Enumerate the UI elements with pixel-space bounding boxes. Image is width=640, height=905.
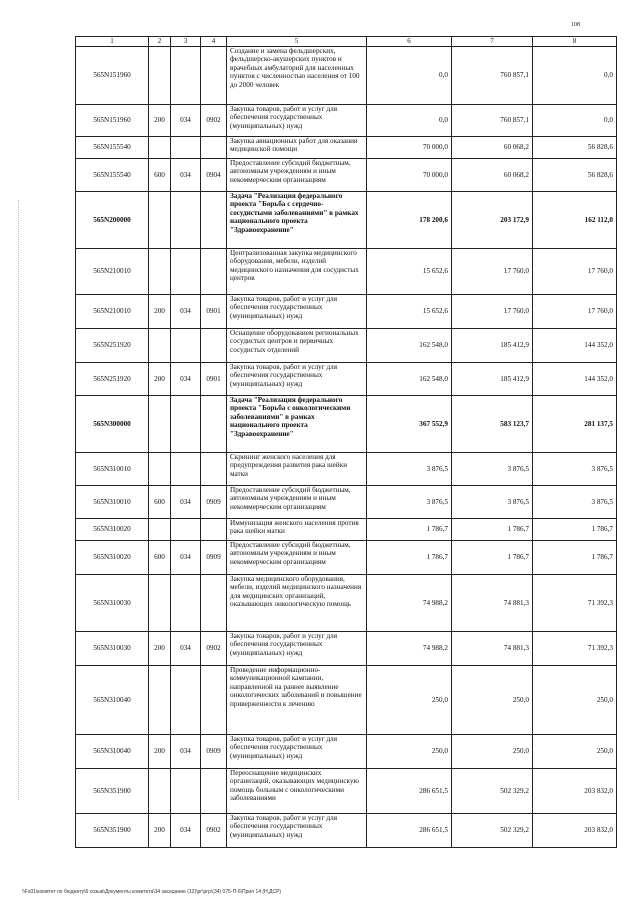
cell-ministry-code [171, 396, 201, 453]
cell-ministry-code: 034 [171, 159, 201, 192]
cell-amount-col7: 60 068,2 [452, 137, 533, 159]
cell-description: Централизованная закупка медицинского оборудования, мебели, изделий медицинского назначения для сосудистых центров [227, 249, 367, 295]
cell-amount-col7: 74 881,3 [452, 575, 533, 632]
table-row [76, 486, 617, 519]
cell-amount-col8: 17 760,0 [533, 249, 617, 295]
cell-budget-code: 565N310020 [76, 519, 149, 541]
header-col-5: 5 [227, 37, 367, 47]
cell-budget-code: 565N151960 [76, 47, 149, 105]
cell-expense-type: 200 [149, 105, 171, 137]
cell-amount-col7: 17 760,0 [452, 249, 533, 295]
cell-amount-col8: 0,0 [533, 105, 617, 137]
cell-budget-code: 565N310040 [76, 666, 149, 735]
cell-expense-type [149, 396, 171, 453]
cell-amount-col7: 1 786,7 [452, 541, 533, 575]
binding-margin-line [18, 200, 19, 800]
header-col-2: 2 [149, 37, 171, 47]
cell-amount-col7: 203 172,9 [452, 192, 533, 249]
header-col-8: 8 [533, 37, 617, 47]
table-row [76, 632, 617, 666]
cell-amount-col6: 15 652,6 [367, 295, 452, 329]
cell-expense-type: 200 [149, 295, 171, 329]
cell-description: Иммунизация женского населения против рака шейки матки [227, 519, 367, 541]
cell-amount-col8: 1 786,7 [533, 519, 617, 541]
cell-section-code: 0901 [201, 363, 227, 396]
cell-description: Закупка товаров, работ и услуг для обеспечения государственных (муниципальных) нужд [227, 735, 367, 769]
cell-budget-code: 565N310020 [76, 541, 149, 575]
cell-budget-code: 565N251920 [76, 329, 149, 363]
cell-ministry-code: 034 [171, 105, 201, 137]
cell-ministry-code [171, 137, 201, 159]
cell-budget-code: 565N200000 [76, 192, 149, 249]
cell-ministry-code: 034 [171, 632, 201, 666]
cell-amount-col6: 70 000,0 [367, 159, 452, 192]
cell-amount-col6: 250,0 [367, 666, 452, 735]
cell-expense-type: 600 [149, 541, 171, 575]
cell-section-code [201, 769, 227, 814]
cell-budget-code: 565N251920 [76, 363, 149, 396]
cell-expense-type [149, 769, 171, 814]
cell-expense-type: 200 [149, 363, 171, 396]
cell-amount-col8: 0,0 [533, 47, 617, 105]
cell-description: Создание и замена фельдшерских, фельдшерско-акушерских пунктов и врачебных амбулаторий для населенных пунктов с численностью населения от 100 до 2000 человек [227, 47, 367, 105]
cell-ministry-code [171, 249, 201, 295]
cell-budget-code: 565N210010 [76, 249, 149, 295]
cell-amount-col6: 15 652,6 [367, 249, 452, 295]
cell-expense-type: 200 [149, 735, 171, 769]
cell-amount-col7: 3 876,5 [452, 453, 533, 486]
cell-description: Переоснащение медицинских организаций, оказывающих медицинскую помощь больным с онкологическими заболеваниями [227, 769, 367, 814]
table-row [76, 137, 617, 159]
cell-section-code: 0902 [201, 632, 227, 666]
cell-amount-col6: 250,0 [367, 735, 452, 769]
cell-budget-code: 565N210010 [76, 295, 149, 329]
cell-amount-col6: 1 786,7 [367, 519, 452, 541]
cell-section-code: 0902 [201, 105, 227, 137]
cell-amount-col8: 162 112,0 [533, 192, 617, 249]
table-row [76, 769, 617, 814]
cell-section-code: 0904 [201, 159, 227, 192]
table-row [76, 575, 617, 632]
cell-section-code [201, 47, 227, 105]
table-row [76, 666, 617, 735]
cell-amount-col8: 144 352,0 [533, 329, 617, 363]
cell-budget-code: 565N155540 [76, 159, 149, 192]
cell-amount-col8: 203 832,0 [533, 814, 617, 848]
cell-expense-type [149, 453, 171, 486]
cell-expense-type: 200 [149, 814, 171, 848]
cell-description: Закупка товаров, работ и услуг для обеспечения государственных (муниципальных) нужд [227, 295, 367, 329]
header-col-6: 6 [367, 37, 452, 47]
budget-table [75, 36, 617, 848]
cell-description: Проведение информационно-коммуникационной кампании, направленной на раннее выявление онкологических заболеваний и повышение приверженности к лечению [227, 666, 367, 735]
table-row [76, 541, 617, 575]
cell-amount-col8: 71 392,3 [533, 575, 617, 632]
cell-expense-type [149, 519, 171, 541]
cell-budget-code: 565N351900 [76, 769, 149, 814]
cell-ministry-code: 034 [171, 486, 201, 519]
cell-section-code: 0909 [201, 541, 227, 575]
cell-budget-code: 565N310010 [76, 453, 149, 486]
cell-ministry-code: 034 [171, 814, 201, 848]
cell-amount-col7: 502 329,2 [452, 814, 533, 848]
cell-amount-col6: 162 548,0 [367, 329, 452, 363]
cell-ministry-code [171, 769, 201, 814]
page-number: 108 [571, 22, 580, 28]
cell-section-code [201, 666, 227, 735]
cell-ministry-code [171, 192, 201, 249]
table-row [76, 329, 617, 363]
header-col-7: 7 [452, 37, 533, 47]
table-row [76, 453, 617, 486]
table-row [76, 295, 617, 329]
cell-budget-code: 565N151960 [76, 105, 149, 137]
cell-amount-col8: 1 786,7 [533, 541, 617, 575]
cell-ministry-code [171, 666, 201, 735]
cell-description: Предоставление субсидий бюджетным, автономным учреждениям и иным некоммерческим организациям [227, 159, 367, 192]
table-body [76, 47, 617, 848]
cell-amount-col6: 3 876,5 [367, 453, 452, 486]
cell-expense-type: 600 [149, 486, 171, 519]
cell-amount-col6: 74 988,2 [367, 575, 452, 632]
cell-amount-col8: 144 352,0 [533, 363, 617, 396]
header-col-3: 3 [171, 37, 201, 47]
cell-amount-col8: 203 832,0 [533, 769, 617, 814]
cell-budget-code: 565N310030 [76, 575, 149, 632]
header-col-1: 1 [76, 37, 149, 47]
cell-amount-col8: 56 828,6 [533, 137, 617, 159]
cell-section-code [201, 575, 227, 632]
table-row [76, 159, 617, 192]
cell-expense-type: 200 [149, 632, 171, 666]
cell-budget-code: 565N155540 [76, 137, 149, 159]
table-row [76, 47, 617, 105]
table-row [76, 519, 617, 541]
cell-section-code [201, 329, 227, 363]
cell-amount-col6: 1 786,7 [367, 541, 452, 575]
cell-ministry-code [171, 453, 201, 486]
cell-amount-col6: 162 548,0 [367, 363, 452, 396]
cell-description: Закупка товаров, работ и услуг для обеспечения государственных (муниципальных) нужд [227, 363, 367, 396]
cell-amount-col6: 367 552,9 [367, 396, 452, 453]
cell-expense-type [149, 47, 171, 105]
cell-ministry-code [171, 47, 201, 105]
cell-section-code: 0909 [201, 486, 227, 519]
cell-ministry-code [171, 575, 201, 632]
cell-section-code: 0901 [201, 295, 227, 329]
cell-expense-type [149, 575, 171, 632]
cell-section-code [201, 453, 227, 486]
table-row [76, 249, 617, 295]
cell-ministry-code [171, 519, 201, 541]
cell-expense-type: 600 [149, 159, 171, 192]
cell-amount-col7: 185 412,9 [452, 329, 533, 363]
cell-section-code [201, 192, 227, 249]
cell-amount-col6: 70 000,0 [367, 137, 452, 159]
cell-amount-col6: 286 651,5 [367, 769, 452, 814]
cell-ministry-code: 034 [171, 735, 201, 769]
cell-section-code [201, 137, 227, 159]
cell-amount-col8: 281 137,5 [533, 396, 617, 453]
cell-ministry-code: 034 [171, 363, 201, 396]
cell-ministry-code: 034 [171, 541, 201, 575]
cell-section-code [201, 519, 227, 541]
cell-description: Предоставление субсидий бюджетным, автономным учреждениям и иным некоммерческим организациям [227, 541, 367, 575]
cell-budget-code: 565N310010 [76, 486, 149, 519]
cell-ministry-code [171, 329, 201, 363]
cell-ministry-code: 034 [171, 295, 201, 329]
cell-amount-col8: 3 876,5 [533, 453, 617, 486]
cell-section-code: 0909 [201, 735, 227, 769]
cell-section-code: 0902 [201, 814, 227, 848]
cell-amount-col8: 3 876,5 [533, 486, 617, 519]
cell-budget-code: 565N310040 [76, 735, 149, 769]
cell-amount-col6: 286 651,5 [367, 814, 452, 848]
cell-expense-type [149, 137, 171, 159]
table-header-row [76, 37, 617, 47]
cell-description: Задача "Реализация федерального проекта "Борьба с сердечно-сосудистыми заболеваниями" в рамках национального проекта "Здравоохранение" [227, 192, 367, 249]
cell-amount-col8: 250,0 [533, 666, 617, 735]
cell-description: Предоставление субсидий бюджетным, автономным учреждениям и иным некоммерческим организациям [227, 486, 367, 519]
table-row [76, 105, 617, 137]
cell-description: Закупка товаров, работ и услуг для обеспечения государственных (муниципальных) нужд [227, 105, 367, 137]
cell-expense-type [149, 249, 171, 295]
cell-amount-col7: 17 760,0 [452, 295, 533, 329]
cell-amount-col8: 71 392,3 [533, 632, 617, 666]
cell-expense-type [149, 329, 171, 363]
cell-amount-col8: 250,0 [533, 735, 617, 769]
cell-amount-col8: 17 760,0 [533, 295, 617, 329]
header-col-4: 4 [201, 37, 227, 47]
cell-amount-col7: 3 876,5 [452, 486, 533, 519]
cell-amount-col7: 502 329,2 [452, 769, 533, 814]
cell-amount-col7: 250,0 [452, 735, 533, 769]
cell-description: Закупка авиационных работ для оказания медицинской помощи [227, 137, 367, 159]
cell-description: Оснащение оборудованием региональных сосудистых центров и первичных сосудистых отделений [227, 329, 367, 363]
cell-description: Закупка товаров, работ и услуг для обеспечения государственных (муниципальных) нужд [227, 632, 367, 666]
cell-amount-col6: 74 988,2 [367, 632, 452, 666]
cell-amount-col7: 185 412,9 [452, 363, 533, 396]
table-row [76, 396, 617, 453]
cell-expense-type [149, 666, 171, 735]
cell-budget-code: 565N300000 [76, 396, 149, 453]
cell-description: Задача "Реализация федерального проекта "Борьба с онкологическими заболеваниями" в рамках национального проекта "Здравоохранение" [227, 396, 367, 453]
cell-amount-col7: 60 068,2 [452, 159, 533, 192]
cell-description: Скрининг женского населения для предупреждения развития рака шейки матки [227, 453, 367, 486]
cell-amount-col7: 250,0 [452, 666, 533, 735]
table-row [76, 192, 617, 249]
cell-amount-col7: 760 857,1 [452, 47, 533, 105]
table-row [76, 735, 617, 769]
cell-amount-col7: 74 881,3 [452, 632, 533, 666]
cell-budget-code: 565N310030 [76, 632, 149, 666]
cell-amount-col6: 0,0 [367, 47, 452, 105]
table-row [76, 814, 617, 848]
cell-description: Закупка медицинского оборудования, мебели, изделий медицинского назначения для медицинских организаций, оказывающих онкологическую помощь [227, 575, 367, 632]
cell-amount-col8: 56 828,6 [533, 159, 617, 192]
cell-description: Закупка товаров, работ и услуг для обеспечения государственных (муниципальных) нужд [227, 814, 367, 848]
table-row [76, 363, 617, 396]
cell-section-code [201, 249, 227, 295]
cell-amount-col7: 760 857,1 [452, 105, 533, 137]
cell-amount-col7: 1 786,7 [452, 519, 533, 541]
cell-budget-code: 565N351900 [76, 814, 149, 848]
file-path-footer: \\Fs01\комитет по бюджету\6 созыв\Документы комитета\34 заседание (12)\рг\ргр\(34) 075-П-6\Прил 14 (Н,ДСР) [22, 889, 282, 895]
cell-expense-type [149, 192, 171, 249]
cell-amount-col6: 3 876,5 [367, 486, 452, 519]
cell-amount-col6: 0,0 [367, 105, 452, 137]
cell-amount-col6: 178 200,6 [367, 192, 452, 249]
cell-section-code [201, 396, 227, 453]
cell-amount-col7: 583 123,7 [452, 396, 533, 453]
